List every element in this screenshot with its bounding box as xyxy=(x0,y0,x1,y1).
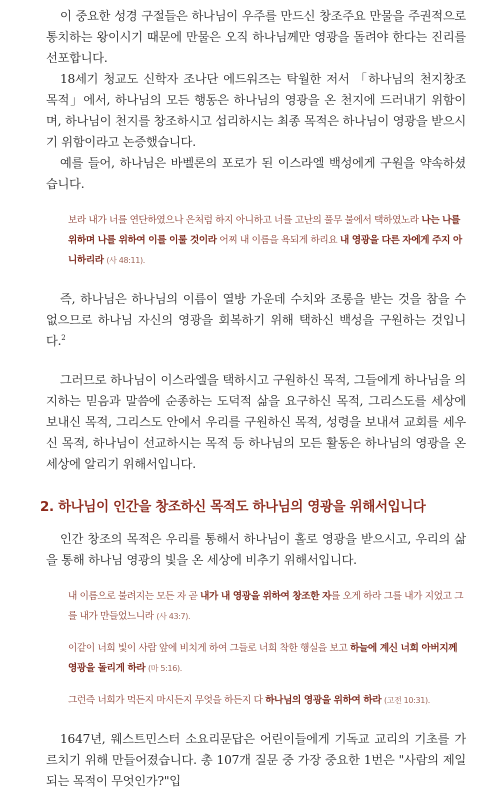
scripture-reference: (사 43:7). xyxy=(156,612,191,621)
scripture-reference: (고전 10:31). xyxy=(383,696,430,705)
quote-emphasis: 나는 나를 위하며 나를 위하여 이를 이룰 것이라 xyxy=(68,215,461,246)
quote-emphasis: 하늘에 계신 너희 아버지께 영광을 돌리게 하라 xyxy=(68,643,458,674)
scripture-quote-isaiah-48: 보라 내가 너를 연단하였으나 은처럼 하지 아니하고 너를 고난의 풀무 불에서 택하였노라 나는 나를 위하며 나를 위하여 이를 이룰 것이라 어찌 내 이름을 욕되게 하리요 내 영광을 다른 자에게 주지 아니하리라 (사 48:11). xyxy=(68,215,462,266)
quote-emphasis: 내가 내 영광을 위하여 창조한 자 xyxy=(200,591,332,602)
scripture-quote-matthew-5: 이같이 너희 빛이 사람 앞에 비치게 하여 그들로 너희 착한 행실을 보고 하늘에 계신 너희 아버지께 영광을 돌리게 하라 (마 5:16). xyxy=(68,643,458,674)
scripture-reference: (사 48:11). xyxy=(106,256,145,265)
section-heading-2: 2. 하나님이 인간을 창조하신 목적도 하나님의 영광을 위해서입니다 xyxy=(40,500,426,515)
scripture-quote-1cor-10: 그런즉 너희가 먹든지 마시든지 무엇을 하든지 다 하나님의 영광을 위하여 하라 (고전 10:31). xyxy=(68,695,430,706)
spacer xyxy=(46,679,466,691)
paragraph-human-creation: 인간 창조의 목적은 우리를 통해서 하나님이 홀로 영광을 받으시고, 우리의 삶을 통해 하나님 영광의 빛을 온 세상에 비추기 위해서입니다. xyxy=(46,532,466,567)
footnote-marker: 2 xyxy=(61,333,66,342)
quote-emphasis: 하나님의 영광을 위하여 하라 xyxy=(265,695,382,706)
paragraph-glory-restore: 즉, 하나님은 하나님의 이름이 열방 가운데 수치와 조롱을 받는 것을 참을 수 없으므로 하나님 자신의 영광을 회복하기 위해 택하신 백성을 구원하는 것입니다.$^2$ xyxy=(46,292,466,348)
paragraph-purposes: 그러므로 하나님이 이스라엘을 택하시고 구원하신 목적, 그들에게 하나님을 의지하는 믿음과 말씀에 순종하는 도덕적 삶을 요구하신 목적, 그리스도를 세상에 보내신 목적, 그리스도 안에서 우리를 구원하신 목적, 성령을 보내셔 교회를 세우신 목적, 하나님이 선교하시는 목적 등 하나님의 모든 활동은 하나님의 영광을 온 세상에 알리기 위해서입니다. xyxy=(46,373,466,471)
paragraph-westminster: 1647년, 웨스트민스터 소요리문답은 어린이들에게 기독교 교리의 기초를 가르치기 위해 만들어졌습니다. 총 107개 질문 중 가장 중요한 1번은 "사람의 제일 되는 목적이 무엇인가?"입 xyxy=(46,732,466,788)
intro-paragraph-3: 예를 들어, 하나님은 바벨론의 포로가 된 이스라엘 백성에게 구원을 약속하셨습니다. xyxy=(46,156,466,191)
scripture-quote-isaiah-43: 내 이름으로 불려지는 모든 자 곧 내가 내 영광을 위하여 창조한 자를 오게 하라 그를 내가 지었고 그를 내가 만들었느니라 (사 43:7). xyxy=(68,591,464,622)
intro-paragraph-1: 이 중요한 성경 구절들은 하나님이 우주를 만드신 창조주요 만물을 주권적으로 통치하는 왕이시기 때문에 만물은 오직 하나님께만 영광을 돌려야 한다는 진리를 선포합니다. xyxy=(46,9,466,65)
spacer xyxy=(46,627,466,639)
quote-emphasis: 내 영광을 다른 자에게 주지 아니하리라 xyxy=(68,235,462,266)
intro-paragraph-2: 18세기 청교도 신학자 조나단 에드워즈는 탁월한 저서 「하나님의 천지창조 목적」에서, 하나님의 모든 행동은 하나님의 영광을 온 천지에 드러내기 위함이며, 하나님이 천지를 창조하시고 섭리하시는 최종 목적은 하나님이 영광을 받으시기 위함이라고 논증했습니다. xyxy=(46,72,466,149)
scripture-reference: (마 5:16). xyxy=(148,664,182,673)
